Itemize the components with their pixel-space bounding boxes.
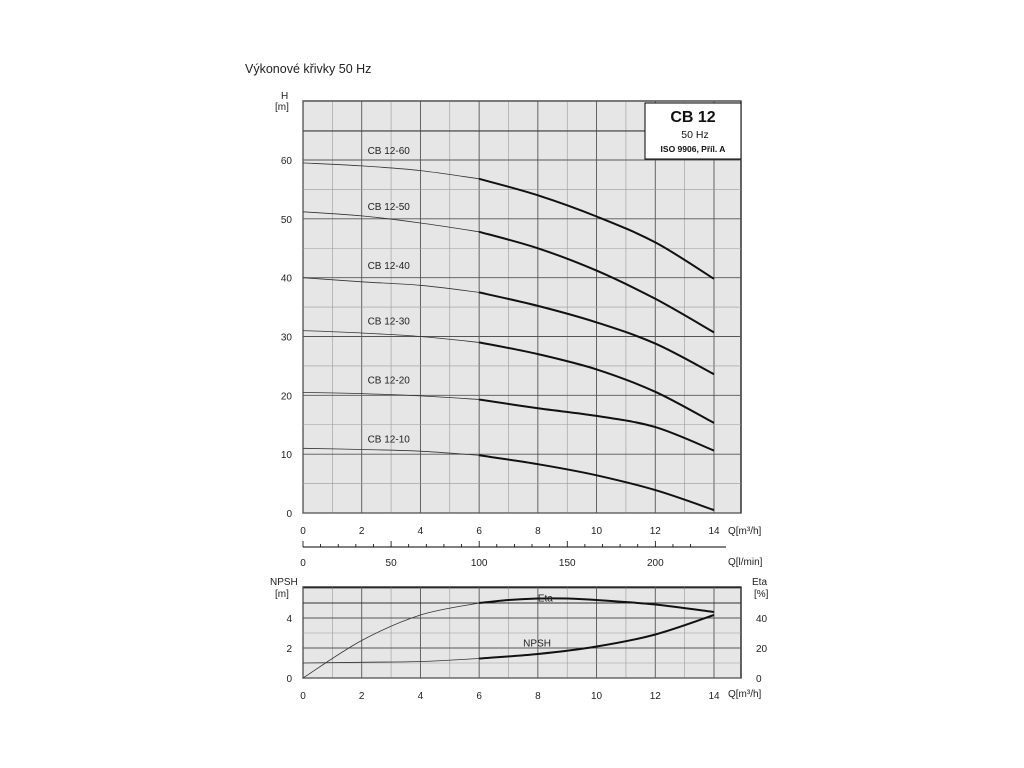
x-tick-label: 6 — [476, 526, 482, 537]
npsh-plot-area — [303, 587, 741, 678]
lpm-tick-label: 50 — [385, 558, 397, 569]
head-x-ticks — [300, 526, 720, 537]
y-tick-label: 20 — [280, 391, 292, 403]
npsh-x-axis-label: Q[m³/h] — [728, 689, 762, 700]
npsh-x-ticks — [300, 691, 720, 702]
y-tick-label: 0 — [286, 509, 292, 520]
eta-tick-label: 20 — [756, 644, 768, 655]
badge-model: CB 12 — [670, 109, 716, 126]
y-tick-label: 60 — [280, 156, 292, 167]
head-x-axis-label: Q[m³/h] — [728, 526, 762, 537]
badge-standard: ISO 9906, Příl. A — [660, 144, 726, 154]
page-title: Výkonové křivky 50 Hz — [245, 62, 372, 76]
npsh-tick-label: 2 — [286, 644, 292, 655]
eta-tick-label: 40 — [756, 614, 768, 625]
x-tick-label: 2 — [358, 526, 365, 537]
x-tick-label: 2 — [358, 691, 365, 702]
y-tick-label: 50 — [280, 214, 292, 226]
model-badge — [645, 103, 741, 159]
series-label-cb-12-50: CB 12-50 — [367, 202, 410, 214]
badge-frequency: 50 Hz — [681, 129, 709, 141]
series-label-cb-12-30: CB 12-30 — [367, 316, 410, 328]
head-axis-label: H — [281, 91, 289, 102]
eta-axis-unit: [%] — [754, 589, 769, 600]
head-chart — [275, 91, 762, 537]
x-tick-label: 6 — [476, 691, 482, 702]
x-tick-label: 0 — [300, 526, 306, 537]
lpm-tick-label: 200 — [646, 558, 664, 569]
npsh-eta-chart — [270, 577, 769, 702]
npsh-axis-label: NPSH — [270, 577, 298, 588]
series-label-cb-12-10: CB 12-10 — [367, 434, 410, 446]
npsh-tick-label: 0 — [286, 674, 292, 685]
lpm-tick-label: 0 — [300, 558, 306, 569]
head-y-ticks — [281, 156, 293, 520]
y-tick-label: 10 — [280, 450, 292, 462]
eta-y-ticks — [756, 614, 768, 685]
y-tick-label: 40 — [280, 273, 292, 285]
x-tick-label: 12 — [649, 526, 661, 537]
x-tick-label: 14 — [708, 691, 720, 702]
series-label-eta: Eta — [537, 593, 553, 605]
series-label-cb-12-20: CB 12-20 — [367, 375, 410, 387]
x-tick-label: 12 — [649, 691, 661, 702]
x-tick-label: 0 — [300, 691, 306, 702]
lpm-axis-label: Q[l/min] — [728, 557, 763, 568]
series-label-cb-12-60: CB 12-60 — [367, 146, 410, 158]
flow-lpm-axis — [300, 541, 762, 569]
x-tick-label: 10 — [591, 691, 603, 702]
lpm-ticks — [300, 541, 690, 569]
y-tick-label: 30 — [280, 332, 292, 344]
lpm-tick-label: 100 — [470, 558, 488, 569]
x-tick-label: 14 — [708, 526, 720, 537]
series-label-cb-12-40: CB 12-40 — [367, 260, 410, 272]
npsh-tick-label: 4 — [286, 614, 292, 625]
head-axis-unit: [m] — [275, 102, 289, 113]
x-tick-label: 8 — [535, 526, 541, 537]
npsh-axis-unit: [m] — [275, 589, 289, 600]
series-label-npsh: NPSH — [523, 638, 551, 650]
x-tick-label: 8 — [535, 691, 541, 702]
npsh-y-ticks — [286, 614, 292, 685]
eta-tick-label: 0 — [756, 674, 762, 685]
x-tick-label: 10 — [591, 526, 603, 537]
x-tick-label: 4 — [417, 526, 424, 537]
eta-axis-label: Eta — [752, 577, 768, 588]
x-tick-label: 4 — [417, 691, 424, 702]
lpm-tick-label: 150 — [558, 558, 576, 569]
